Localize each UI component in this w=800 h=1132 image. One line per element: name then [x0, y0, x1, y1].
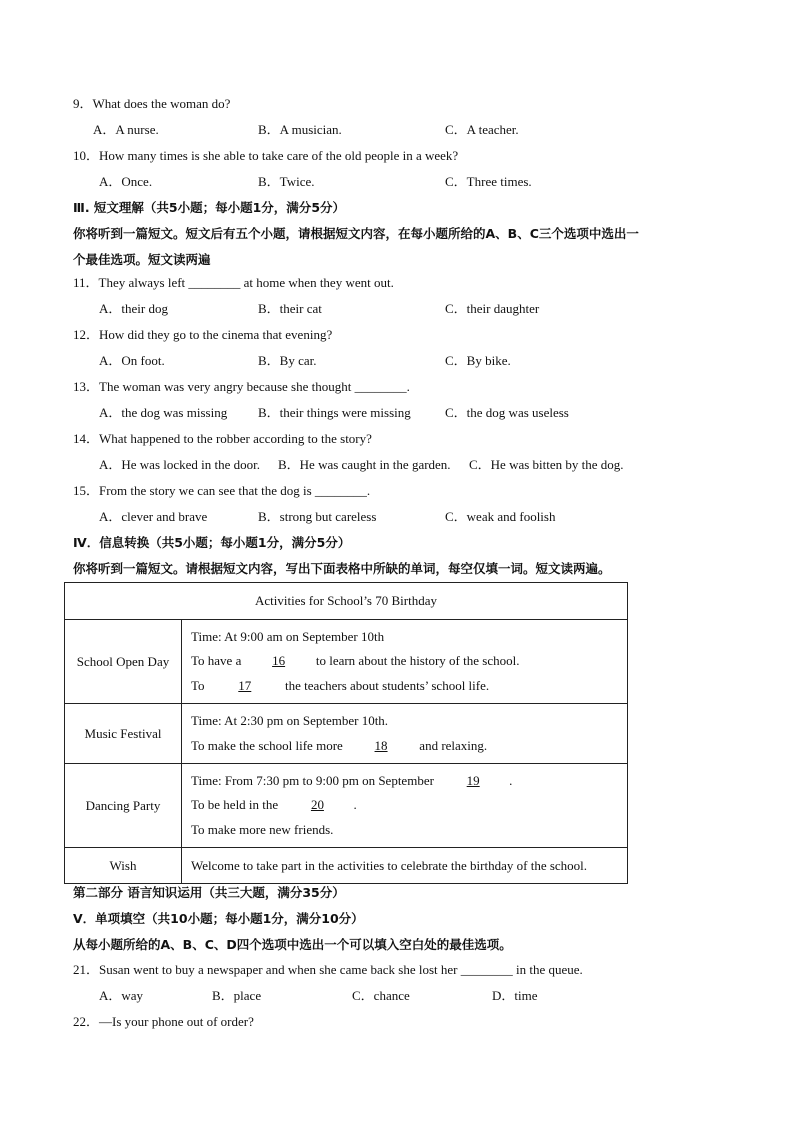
option-b: B．Twice. [258, 174, 315, 189]
blank-17: 17 [238, 677, 252, 693]
section-3-instructions: 你将听到一篇短文。短文后有五个小题，请根据短文内容，在每小题所给的A、B、C三个选项中选出一 [73, 226, 639, 241]
dancing-line-3: To make more new friends. [191, 821, 334, 837]
text: . [509, 772, 513, 788]
open-day-time: Time: At 9:00 am on September 10th [191, 628, 385, 644]
music-line-2 [191, 734, 627, 759]
option-b: B．their cat [258, 301, 322, 316]
question-15-stem: 15．From the story we can see that the dog is ________. [73, 483, 371, 498]
option-c: C．weak and foolish [445, 509, 556, 524]
section-3-title: Ⅲ. 短文理解（共5小题；每小题1分，满分5分） [73, 200, 346, 215]
text: the teachers about students’ school life. [285, 677, 490, 693]
question-11-stem: 11．They always left ________ at home when they went out. [73, 275, 394, 290]
part-2-title: 第二部分 语言知识运用（共三大题，满分35分） [73, 885, 345, 900]
option-c: C．the dog was useless [445, 405, 569, 420]
section-4-title: Ⅳ．信息转换（共5小题；每小题1分，满分5分） [73, 535, 351, 550]
option-a: A．their dog [99, 301, 168, 316]
option-a: A．On foot. [99, 353, 165, 368]
option-a: A．way [99, 988, 144, 1003]
text: and relaxing. [419, 737, 488, 753]
dancing-line-2 [191, 793, 627, 818]
row-label-open-day: School Open Day [65, 620, 182, 704]
section-3-instructions-cont: 个最佳选项。短文读两遍 [73, 252, 211, 267]
blank-20: 20 [310, 797, 324, 813]
blank-19: 19 [466, 772, 480, 788]
text: to learn about the history of the school. [315, 653, 520, 669]
table-heading: Activities for School’s 70 Birthday [65, 583, 628, 620]
row-content-dancing [182, 764, 628, 848]
activities-table [64, 582, 628, 884]
blank-16: 16 [272, 653, 286, 669]
option-a: A．Once. [99, 174, 153, 189]
text: Time: From 7:30 pm to 9:00 pm on September [191, 772, 434, 788]
music-time: Time: At 2:30 pm on September 10th. [191, 713, 389, 728]
row-label-dancing: Dancing Party [65, 764, 182, 848]
question-9-stem: 9．What does the woman do? [73, 96, 231, 111]
text: To have a [191, 653, 242, 669]
section-5-title: Ⅴ．单项填空（共10小题；每小题1分，满分10分） [73, 911, 364, 926]
row-content-open-day [182, 620, 628, 704]
text: To make the school life more [191, 737, 343, 753]
option-c: C．By bike. [445, 353, 511, 368]
option-a: A．clever and brave [99, 509, 208, 524]
question-14-stem: 14．What happened to the robber according to the story? [73, 431, 372, 446]
section-4-instructions: 你将听到一篇短文。请根据短文内容，写出下面表格中所缺的单词，每空仅填一词。短文读两遍。 [73, 561, 611, 576]
question-12-stem: 12．How did they go to the cinema that evening? [73, 327, 333, 342]
row-content-music [182, 704, 628, 764]
option-c: C．chance [352, 988, 410, 1003]
row-label-wish: Wish [65, 848, 182, 884]
option-c: C．He was bitten by the dog. [469, 457, 624, 472]
question-13-stem: 13．The woman was very angry because she thought ________. [73, 379, 410, 394]
text: . [353, 797, 357, 813]
section-5-instructions: 从每小题所给的A、B、C、D四个选项中选出一个可以填入空白处的最佳选项。 [73, 937, 512, 952]
option-c: C．Three times. [445, 174, 532, 189]
option-b: B．A musician. [258, 122, 342, 137]
option-a: A．He was locked in the door. [99, 457, 261, 472]
question-22-stem: 22．—Is your phone out of order? [73, 1014, 254, 1029]
option-b: B．place [212, 988, 262, 1003]
dancing-time [191, 769, 627, 794]
option-b: B．By car. [258, 353, 317, 368]
text: To be held in the [191, 797, 279, 813]
row-label-music: Music Festival [65, 704, 182, 764]
option-c: C．A teacher. [445, 122, 519, 137]
text: To [191, 677, 205, 693]
option-a: A．the dog was missing [99, 405, 228, 420]
option-c: C．their daughter [445, 301, 540, 316]
open-day-line-2 [191, 649, 627, 674]
option-b: B．their things were missing [258, 405, 411, 420]
question-21-stem: 21．Susan went to buy a newspaper and when she came back she lost her ________ in the queue. [73, 962, 583, 977]
option-b: B．He was caught in the garden. [278, 457, 451, 472]
blank-18: 18 [374, 737, 388, 753]
option-a: A．A nurse. [93, 122, 159, 137]
question-10-stem: 10．How many times is she able to take care of the old people in a week? [73, 148, 459, 163]
option-d: D．time [492, 988, 538, 1003]
row-content-wish: Welcome to take part in the activities to celebrate the birthday of the school. [182, 848, 628, 884]
option-b: B．strong but careless [258, 509, 377, 524]
open-day-line-3 [191, 674, 627, 699]
